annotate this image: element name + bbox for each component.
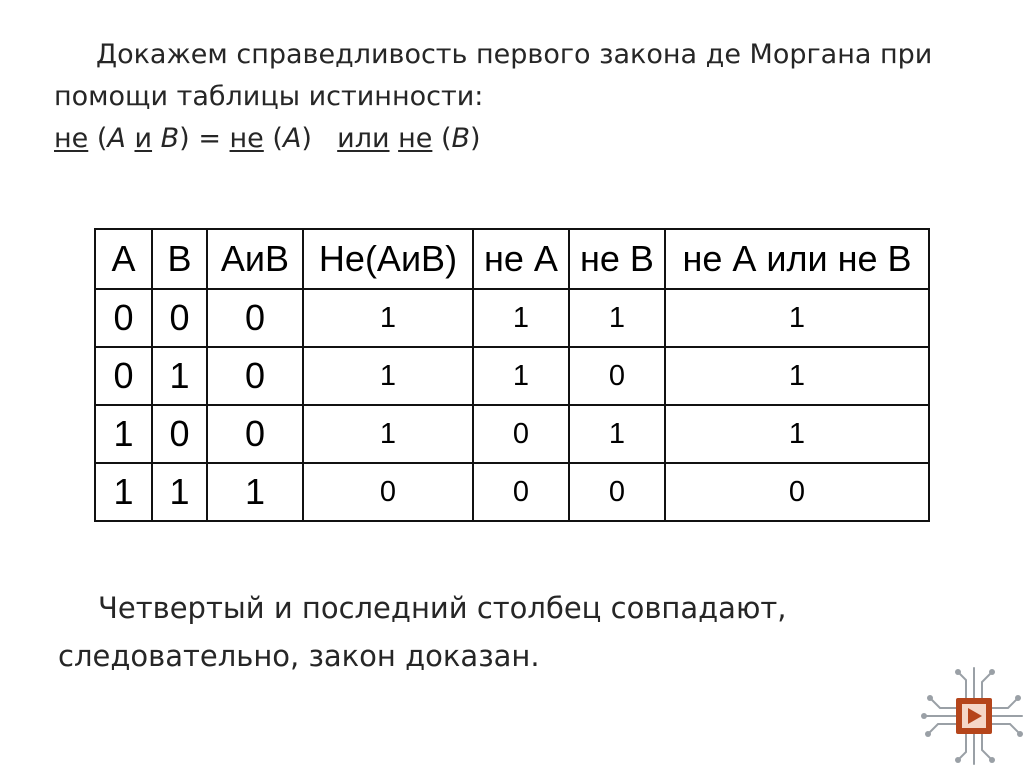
- table-cell: 1: [569, 405, 665, 463]
- formula-equals: =: [198, 123, 221, 154]
- table-cell: 1: [473, 347, 569, 405]
- table-cell: 0: [473, 405, 569, 463]
- table-cell: 0: [569, 347, 665, 405]
- intro-paragraph: [54, 34, 984, 160]
- formula-var-b: В: [451, 123, 471, 154]
- conclusion-paragraph: [58, 584, 958, 680]
- table-cell: 1: [665, 289, 929, 347]
- table-row: [95, 289, 929, 347]
- intro-line-1: Докажем справедливость первого закона де Моргана при: [96, 39, 933, 70]
- table-cell: 1: [569, 289, 665, 347]
- table-row: [95, 463, 929, 521]
- formula-and: и: [134, 123, 153, 154]
- formula: [54, 118, 984, 160]
- formula-paren: (: [440, 123, 452, 154]
- formula-var-a: А: [107, 123, 126, 154]
- table-row: [95, 405, 929, 463]
- formula-paren: ): [470, 123, 481, 154]
- circuit-chip-play-icon: [918, 660, 1024, 767]
- column-header-not-a-or-not-b: не А или не В: [665, 229, 929, 289]
- table-cell: 0: [207, 347, 303, 405]
- table-cell: 0: [207, 289, 303, 347]
- column-header-not-a: не А: [473, 229, 569, 289]
- table-cell: 1: [207, 463, 303, 521]
- table-cell: 1: [303, 289, 473, 347]
- formula-not-2: не: [229, 123, 264, 154]
- formula-var-b: В: [160, 123, 180, 154]
- conclusion-line-2: следовательно, закон доказан.: [58, 639, 540, 673]
- table-cell: 1: [152, 463, 207, 521]
- table-cell: 0: [569, 463, 665, 521]
- column-header-a: А: [95, 229, 152, 289]
- conclusion-line-1: Четвертый и последний столбец совпадают,: [98, 591, 787, 625]
- formula-paren: (: [96, 123, 108, 154]
- formula-paren: ): [301, 123, 312, 154]
- column-header-not-b: не В: [569, 229, 665, 289]
- table-cell: 0: [665, 463, 929, 521]
- table-cell: 1: [473, 289, 569, 347]
- formula-not-1: не: [54, 123, 89, 154]
- table-row: [95, 347, 929, 405]
- formula-not-3: не: [398, 123, 433, 154]
- formula-var-a: А: [282, 123, 302, 154]
- table-cell: 0: [152, 289, 207, 347]
- intro-line-2: помощи таблицы истинности:: [54, 81, 484, 112]
- column-header-not-a-and-b: Не(АиВ): [303, 229, 473, 289]
- table-cell: 0: [95, 347, 152, 405]
- table-cell: 0: [95, 289, 152, 347]
- table-cell: 1: [665, 405, 929, 463]
- formula-paren: ): [179, 123, 190, 154]
- table-cell: 1: [303, 405, 473, 463]
- formula-or: или: [337, 123, 390, 154]
- table-cell: 1: [95, 463, 152, 521]
- table-cell: 0: [152, 405, 207, 463]
- table-header-row: [95, 229, 929, 289]
- table-cell: 1: [303, 347, 473, 405]
- column-header-a-and-b: АиВ: [207, 229, 303, 289]
- formula-paren: (: [272, 123, 283, 154]
- table-cell: 0: [207, 405, 303, 463]
- table-cell: 1: [665, 347, 929, 405]
- table-cell: 1: [152, 347, 207, 405]
- table-cell: 0: [303, 463, 473, 521]
- table-cell: 1: [95, 405, 152, 463]
- truth-table: [94, 228, 930, 522]
- table-cell: 0: [473, 463, 569, 521]
- column-header-b: В: [152, 229, 207, 289]
